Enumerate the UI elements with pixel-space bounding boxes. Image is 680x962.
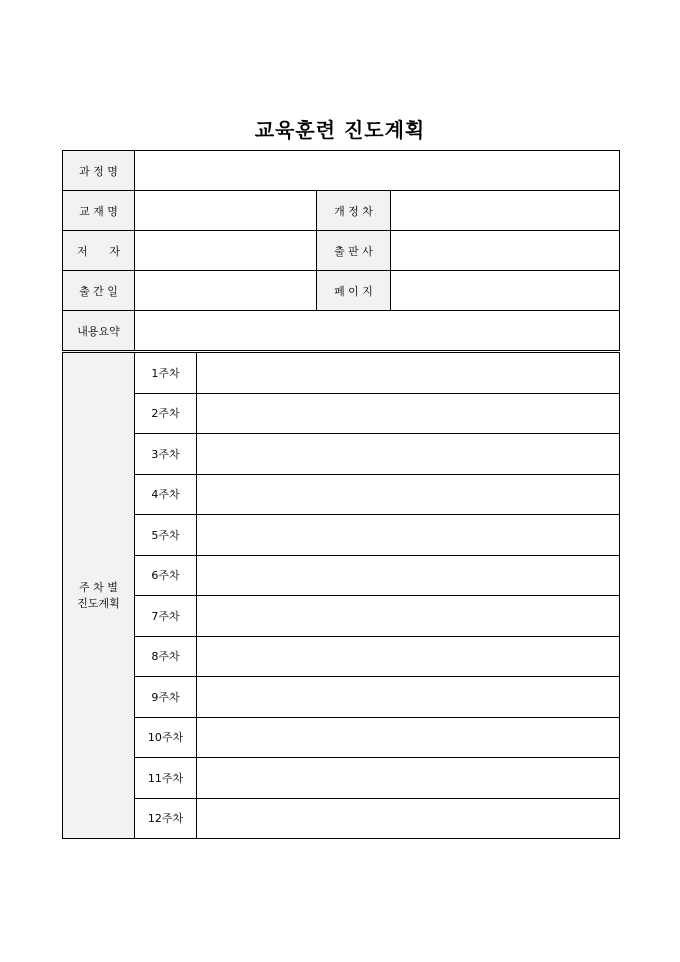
week-label: 4주차 xyxy=(135,474,197,515)
week-plan-field[interactable] xyxy=(197,717,620,758)
week-plan-field[interactable] xyxy=(197,352,620,394)
publisher-field[interactable] xyxy=(391,231,620,271)
summary-field[interactable] xyxy=(135,311,620,352)
week-plan-field[interactable] xyxy=(197,596,620,637)
author-label-part-2: 자 xyxy=(109,244,120,258)
textbook-label: 교 재 명 xyxy=(63,191,135,231)
week-label: 7주차 xyxy=(135,596,197,637)
week-label: 9주차 xyxy=(135,677,197,718)
author-label xyxy=(63,231,135,271)
week-plan-field[interactable] xyxy=(197,677,620,718)
pages-field[interactable] xyxy=(391,271,620,311)
week-label: 10주차 xyxy=(135,717,197,758)
week-plan-field[interactable] xyxy=(197,393,620,434)
progress-plan-table xyxy=(62,150,620,839)
pages-label: 페 이 지 xyxy=(317,271,391,311)
week-label: 6주차 xyxy=(135,555,197,596)
week-plan-field[interactable] xyxy=(197,798,620,839)
week-label: 12주차 xyxy=(135,798,197,839)
weekly-plan-label-line-1: 주 차 별 xyxy=(79,580,118,594)
publisher-label: 출 판 사 xyxy=(317,231,391,271)
week-label: 5주차 xyxy=(135,515,197,556)
edition-field[interactable] xyxy=(391,191,620,231)
week-label: 1주차 xyxy=(135,352,197,394)
edition-label: 개 정 차 xyxy=(317,191,391,231)
weekly-plan-label xyxy=(63,352,135,839)
document-title: 교육훈련 진도계획 xyxy=(254,118,426,142)
week-plan-field[interactable] xyxy=(197,515,620,556)
week-label: 8주차 xyxy=(135,636,197,677)
textbook-field[interactable] xyxy=(135,191,317,231)
week-plan-field[interactable] xyxy=(197,434,620,475)
week-plan-field[interactable] xyxy=(197,555,620,596)
pub-date-field[interactable] xyxy=(135,271,317,311)
week-plan-field[interactable] xyxy=(197,758,620,799)
week-plan-field[interactable] xyxy=(197,636,620,677)
week-plan-field[interactable] xyxy=(197,474,620,515)
course-name-label: 과 정 명 xyxy=(63,151,135,191)
week-label: 3주차 xyxy=(135,434,197,475)
weekly-plan-label-line-2: 진도계획 xyxy=(77,596,120,610)
summary-label: 내용요약 xyxy=(63,311,135,352)
author-field[interactable] xyxy=(135,231,317,271)
week-label: 2주차 xyxy=(135,393,197,434)
week-label: 11주차 xyxy=(135,758,197,799)
author-label-part-1: 저 xyxy=(77,244,88,258)
course-name-field[interactable] xyxy=(135,151,620,191)
pub-date-label: 출 간 일 xyxy=(63,271,135,311)
